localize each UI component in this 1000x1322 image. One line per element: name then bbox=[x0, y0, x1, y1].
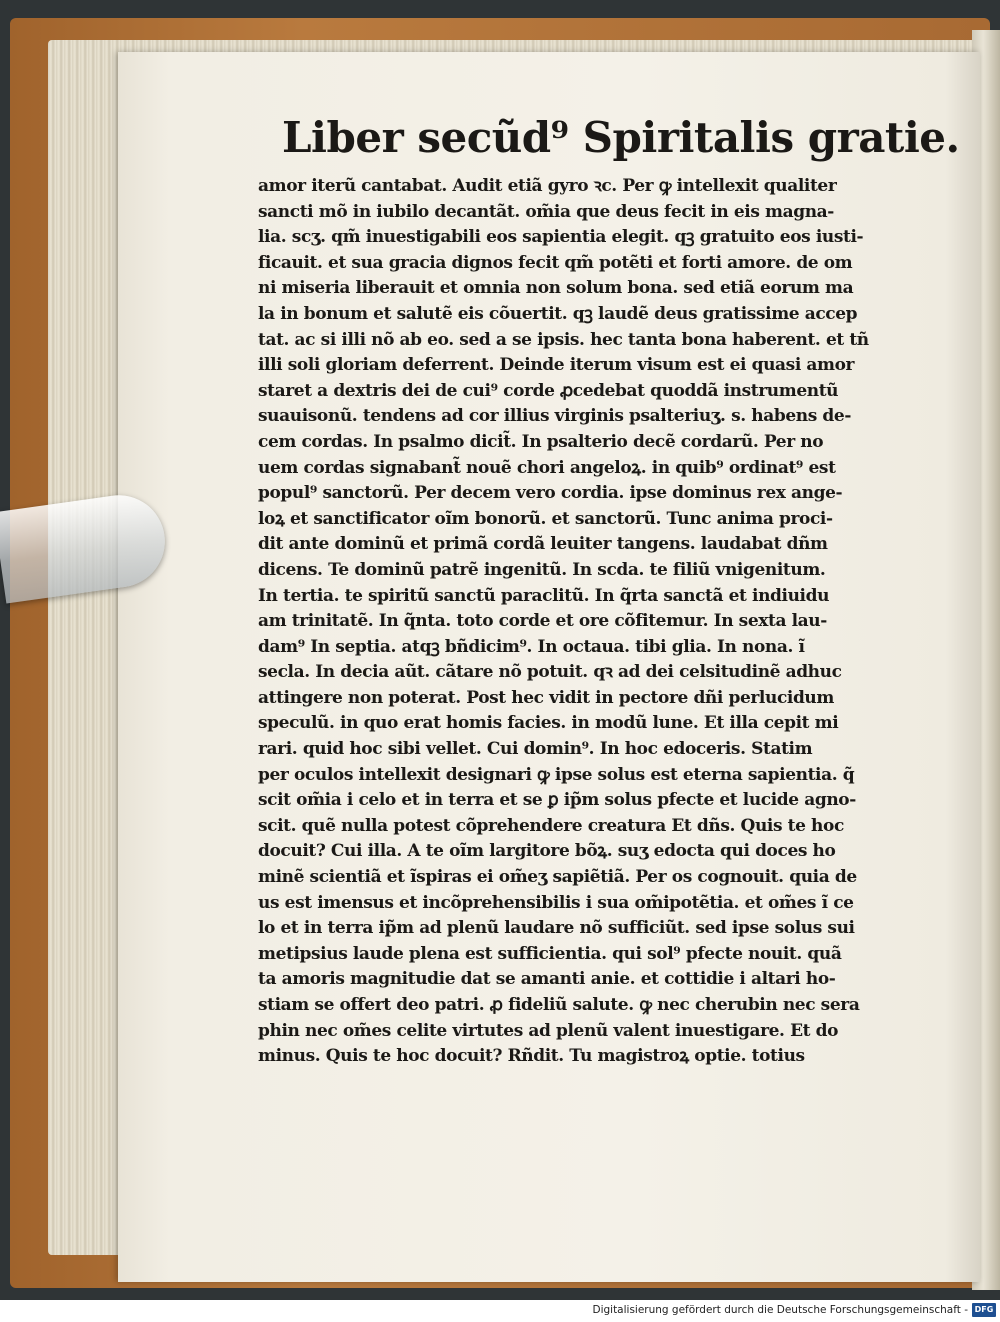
text-line: ni miseria liberauit et omnia non solum bona. sed etiã eorum ma bbox=[258, 278, 854, 299]
text-line: ta amoris magnitudie dat se amanti anie. et cottidie i altari ho- bbox=[258, 969, 836, 990]
text-line: loꝝ et sanctificator oĩm bonorũ. et sanctorũ. Tunc anima proci- bbox=[258, 508, 833, 529]
text-line: staret a dextris dei de cui⁹ corde ꝓcedebat quoddã instrumentũ bbox=[258, 380, 839, 401]
text-line: lo et in terra ip̃m ad plenũ laudare nõ sufficiũt. sed ipse solus sui bbox=[258, 918, 855, 939]
text-line: illi soli gloriam deferrent. Deinde iterum visum est ei quasi amor bbox=[258, 355, 855, 376]
page-text-block bbox=[258, 108, 960, 1070]
text-line: ficauit. et sua gracia dignos fecit qm̃ potẽti et forti amore. de om bbox=[258, 252, 853, 273]
text-line: popul⁹ sanctorũ. Per decem vero cordia. ipse dominus rex ange- bbox=[258, 483, 843, 504]
text-line: docuit? Cui illa. A te oĩm largitore bõꝝ. suʒ edocta qui doces ho bbox=[258, 841, 836, 862]
text-line: us est imensus et incõprehensibilis i sua om̃ipotẽtia. et om̃es ĩ ce bbox=[258, 892, 854, 913]
text-line: la in bonum et salutẽ eis cõuertit. qꝫ laudẽ deus gratissime accep bbox=[258, 303, 858, 324]
text-line: phin nec om̃es celite virtutes ad plenũ valent inuestigare. Et do bbox=[258, 1020, 839, 1041]
funding-credit: Digitalisierung gefördert durch die Deutsche Forschungsgemeinschaft - bbox=[592, 1304, 968, 1316]
text-line: dit ante dominũ et primã cordã leuiter tangens. laudabat dñm bbox=[258, 534, 828, 555]
footer-bar bbox=[0, 1300, 1000, 1322]
text-line: lia. scʒ. qm̃ inuestigabili eos sapientia elegit. qꝫ gratuito eos iusti- bbox=[258, 227, 864, 248]
running-head: Liber secũd⁹ Spiritalis gratie. bbox=[282, 113, 960, 162]
text-line: In tertia. te spiritũ sanctũ paraclitũ. In q̃rta sanctã et indiuidu bbox=[258, 585, 830, 606]
text-line: minẽ scientiã et ĩspiras ei om̃eʒ sapiẽtiã. Per os cognouit. quia de bbox=[258, 867, 857, 888]
text-line: am trinitatẽ. In q̃nta. toto corde et ore cõfitemur. In sexta lau- bbox=[258, 611, 827, 632]
text-line: scit om̃ia i celo et in terra et se ꝑ ip̃m solus pfecte et lucide agno- bbox=[258, 790, 856, 811]
text-line: metipsius laude plena est sufficientia. qui sol⁹ pfecte nouit. quã bbox=[258, 943, 842, 964]
text-line: sancti mõ in iubilo decantãt. om̃ia que deus fecit in eis magna- bbox=[258, 201, 834, 222]
text-lines bbox=[258, 174, 898, 1070]
dfg-logo-icon: DFG bbox=[972, 1303, 996, 1317]
text-line: per oculos intellexit designari ꝙ ipse solus est eterna sapientia. q̃ bbox=[258, 764, 855, 785]
text-line: dicens. Te dominũ patrẽ ingenitũ. In scda. te filiũ vnigenitum. bbox=[258, 559, 826, 580]
text-line: uem cordas signabant̃ nouẽ chori angeloꝝ. in quib⁹ ordinat⁹ est bbox=[258, 457, 836, 478]
text-line: speculũ. in quo erat homis facies. in modũ lune. Et illa cepit mi bbox=[258, 713, 839, 734]
text-line: minus. Quis te hoc docuit? Rñdit. Tu magistroꝝ optie. totius bbox=[258, 1046, 805, 1067]
text-line: rari. quid hoc sibi vellet. Cui domin⁹. In hoc edoceris. Statim bbox=[258, 739, 813, 760]
text-line: amor iterũ cantabat. Audit etiã gyro ꝛc. Per ꝙ intellexit qualiter bbox=[258, 176, 837, 196]
text-line: dam⁹ In septia. atqꝫ bñdicim⁹. In octaua. tibi glia. In nona. ĩ bbox=[258, 636, 805, 657]
text-line: suauisonũ. tendens ad cor illius virginis psalteriuʒ. s. habens de- bbox=[258, 406, 851, 427]
text-line: tat. ac si illi nõ ab eo. sed a se ipsis. hec tanta bona haberent. et tñ bbox=[258, 329, 869, 350]
text-line: cem cordas. In psalmo dicit̃. In psalterio decẽ cordarũ. Per no bbox=[258, 431, 824, 452]
text-line: secla. In decia aũt. cãtare nõ potuit. qꝛ ad dei celsitudinẽ adhuc bbox=[258, 662, 842, 683]
text-line: attingere non poterat. Post hec vidit in pectore dñi perlucidum bbox=[258, 687, 834, 708]
text-line: scit. quẽ nulla potest cõprehendere creatura Et dñs. Quis te hoc bbox=[258, 815, 844, 836]
text-line: stiam se offert deo patri. ꝓ fideliũ salute. ꝙ nec cherubin nec sera bbox=[258, 995, 860, 1015]
